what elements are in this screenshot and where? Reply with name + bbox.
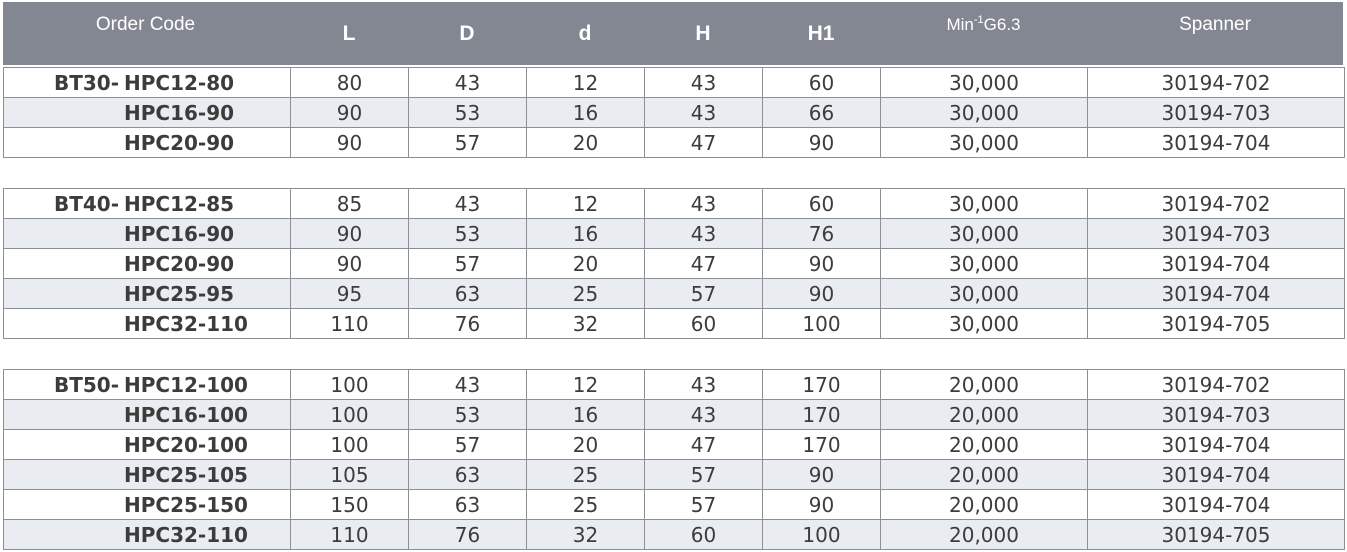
cell-d: 25: [527, 279, 645, 309]
cell-d: 20: [527, 128, 645, 158]
order-code: HPC16-90: [124, 100, 235, 125]
cell-min: 30,000: [881, 189, 1088, 219]
cell-d: 76: [409, 309, 527, 339]
cell-order-code: [4, 400, 291, 430]
order-code: HPC25-95: [124, 281, 235, 306]
cell-h: 57: [645, 460, 763, 490]
table-row: [4, 430, 1345, 460]
cell-l: 80: [291, 68, 409, 98]
header-min: [880, 14, 1087, 35]
cell-l: 110: [291, 309, 409, 339]
group-table-bt30: [3, 67, 1345, 158]
cell-h: 47: [645, 249, 763, 279]
cell-l: 100: [291, 400, 409, 430]
cell-h1: 100: [763, 520, 881, 550]
cell-spanner: 30194-704: [1088, 279, 1345, 309]
cell-h: 47: [645, 430, 763, 460]
cell-h: 57: [645, 279, 763, 309]
cell-min: 20,000: [881, 460, 1088, 490]
cell-l: 105: [291, 460, 409, 490]
cell-l: 95: [291, 279, 409, 309]
cell-d: 63: [409, 460, 527, 490]
cell-h: 43: [645, 68, 763, 98]
cell-h: 43: [645, 219, 763, 249]
cell-h: 43: [645, 189, 763, 219]
cell-d: 16: [527, 98, 645, 128]
cell-d: 53: [409, 219, 527, 249]
group-table-bt40: [3, 188, 1345, 339]
cell-h1: 90: [763, 249, 881, 279]
header-H1: H1: [807, 22, 835, 45]
cell-d: 12: [527, 189, 645, 219]
cell-spanner: 30194-704: [1088, 490, 1345, 520]
cell-h1: 170: [763, 400, 881, 430]
cell-spanner: 30194-703: [1088, 98, 1345, 128]
table-row: [4, 128, 1345, 158]
cell-d: 20: [527, 249, 645, 279]
cell-h: 60: [645, 309, 763, 339]
cell-order-code: [4, 189, 291, 219]
header-min-sup: -1: [973, 14, 984, 26]
cell-min: 30,000: [881, 219, 1088, 249]
cell-h: 57: [645, 490, 763, 520]
cell-h: 60: [645, 520, 763, 550]
order-code: HPC12-100: [124, 372, 248, 397]
table-row: [4, 309, 1345, 339]
cell-h1: 90: [763, 460, 881, 490]
table-row: [4, 219, 1345, 249]
cell-min: 30,000: [881, 98, 1088, 128]
table-row: [4, 279, 1345, 309]
cell-order-code: [4, 279, 291, 309]
cell-min: 30,000: [881, 68, 1088, 98]
table-row: [4, 98, 1345, 128]
cell-d: 43: [409, 68, 527, 98]
cell-spanner: 30194-702: [1088, 68, 1345, 98]
cell-min: 30,000: [881, 249, 1088, 279]
cell-order-code: [4, 128, 291, 158]
order-code: HPC20-90: [124, 130, 235, 155]
header-L: L: [342, 22, 356, 45]
cell-l: 90: [291, 98, 409, 128]
order-code: HPC32-110: [124, 522, 248, 547]
cell-min: 20,000: [881, 370, 1088, 400]
cell-l: 110: [291, 520, 409, 550]
cell-l: 100: [291, 430, 409, 460]
cell-h1: 76: [763, 219, 881, 249]
cell-h1: 170: [763, 430, 881, 460]
cell-h1: 90: [763, 279, 881, 309]
cell-h1: 60: [763, 68, 881, 98]
cell-d: 53: [409, 400, 527, 430]
cell-d: 25: [527, 490, 645, 520]
order-code: HPC16-90: [124, 221, 235, 246]
cell-spanner: 30194-704: [1088, 460, 1345, 490]
cell-h1: 90: [763, 490, 881, 520]
cell-order-code: [4, 460, 291, 490]
cell-d: 63: [409, 279, 527, 309]
cell-min: 30,000: [881, 309, 1088, 339]
cell-d: 12: [527, 68, 645, 98]
cell-min: 30,000: [881, 128, 1088, 158]
cell-min: 20,000: [881, 490, 1088, 520]
table-row: [4, 370, 1345, 400]
cell-spanner: 30194-705: [1088, 309, 1345, 339]
cell-h1: 66: [763, 98, 881, 128]
cell-order-code: [4, 370, 291, 400]
header-min-base: Min: [946, 15, 974, 34]
header-order-code: Order Code: [95, 14, 196, 35]
table-row: [4, 490, 1345, 520]
cell-d: 32: [527, 520, 645, 550]
cell-d: 57: [409, 430, 527, 460]
header-D: D: [459, 22, 475, 45]
header-spanner: Spanner: [1179, 14, 1251, 35]
cell-h1: 60: [763, 189, 881, 219]
cell-order-code: [4, 309, 291, 339]
cell-l: 90: [291, 128, 409, 158]
cell-h: 43: [645, 98, 763, 128]
cell-d: 16: [527, 400, 645, 430]
order-code: HPC16-100: [124, 402, 248, 427]
order-code: HPC20-90: [124, 251, 235, 276]
order-code: HPC25-105: [124, 462, 248, 487]
order-code: HPC12-80: [124, 70, 235, 95]
table-row: [4, 520, 1345, 550]
cell-min: 30,000: [881, 279, 1088, 309]
cell-order-code: [4, 430, 291, 460]
table-row: [4, 68, 1345, 98]
table-row: [4, 400, 1345, 430]
order-code: HPC32-110: [124, 311, 248, 336]
cell-order-code: [4, 520, 291, 550]
cell-spanner: 30194-704: [1088, 128, 1345, 158]
cell-h1: 170: [763, 370, 881, 400]
series-prefix: BT50-: [54, 372, 120, 397]
cell-l: 100: [291, 370, 409, 400]
series-prefix: BT30-: [54, 70, 120, 95]
group-table-bt50: [3, 369, 1345, 550]
cell-spanner: 30194-703: [1088, 219, 1345, 249]
cell-d: 20: [527, 430, 645, 460]
header-d: d: [578, 22, 592, 45]
cell-l: 85: [291, 189, 409, 219]
cell-min: 20,000: [881, 430, 1088, 460]
cell-order-code: [4, 249, 291, 279]
cell-d: 16: [527, 219, 645, 249]
cell-d: 63: [409, 490, 527, 520]
cell-spanner: 30194-704: [1088, 430, 1345, 460]
cell-d: 57: [409, 128, 527, 158]
order-code: HPC20-100: [124, 432, 248, 457]
cell-spanner: 30194-702: [1088, 189, 1345, 219]
cell-d: 53: [409, 98, 527, 128]
cell-d: 25: [527, 460, 645, 490]
cell-d: 12: [527, 370, 645, 400]
cell-spanner: 30194-703: [1088, 400, 1345, 430]
cell-d: 43: [409, 189, 527, 219]
cell-h: 43: [645, 400, 763, 430]
cell-h: 43: [645, 370, 763, 400]
cell-spanner: 30194-705: [1088, 520, 1345, 550]
cell-spanner: 30194-704: [1088, 249, 1345, 279]
table-row: [4, 460, 1345, 490]
cell-order-code: [4, 219, 291, 249]
cell-spanner: 30194-702: [1088, 370, 1345, 400]
header-min-tail: G6.3: [983, 15, 1021, 34]
cell-h1: 90: [763, 128, 881, 158]
cell-l: 90: [291, 249, 409, 279]
cell-d: 32: [527, 309, 645, 339]
table-header: [3, 2, 1343, 65]
series-prefix: BT40-: [54, 191, 120, 216]
table-row: [4, 189, 1345, 219]
cell-order-code: [4, 68, 291, 98]
cell-d: 57: [409, 249, 527, 279]
cell-d: 43: [409, 370, 527, 400]
cell-l: 90: [291, 219, 409, 249]
cell-l: 150: [291, 490, 409, 520]
cell-min: 20,000: [881, 520, 1088, 550]
order-code: HPC25-150: [124, 492, 248, 517]
cell-h: 47: [645, 128, 763, 158]
cell-d: 76: [409, 520, 527, 550]
cell-h1: 100: [763, 309, 881, 339]
cell-order-code: [4, 490, 291, 520]
cell-order-code: [4, 98, 291, 128]
order-code: HPC12-85: [124, 191, 235, 216]
header-H: H: [695, 22, 711, 45]
cell-min: 20,000: [881, 400, 1088, 430]
table-row: [4, 249, 1345, 279]
